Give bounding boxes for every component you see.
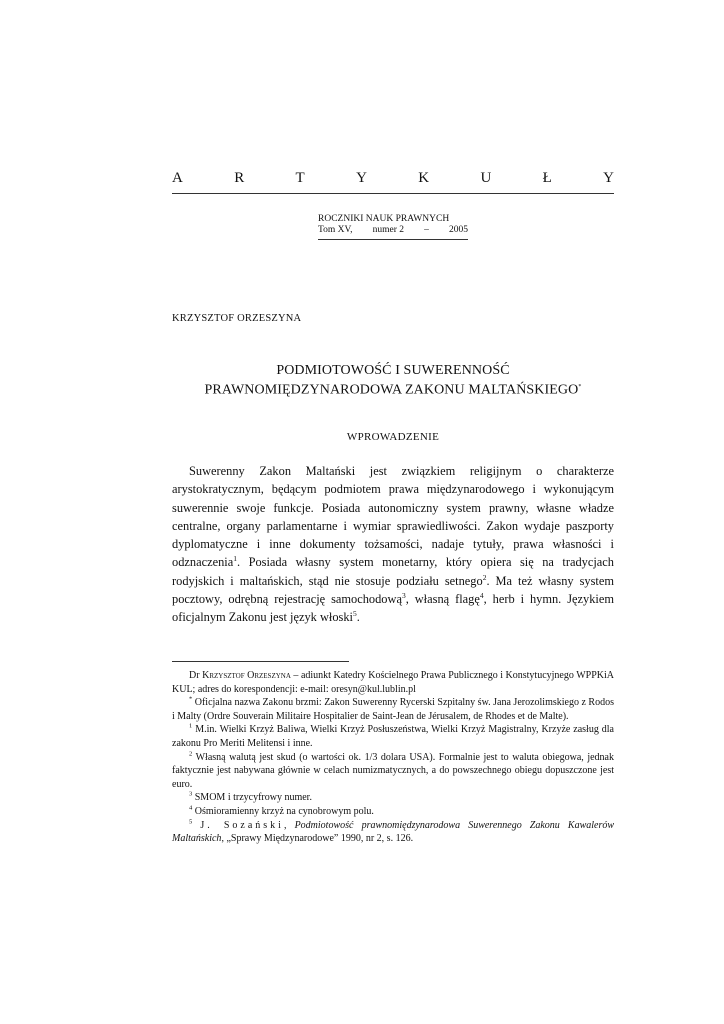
footnote-ref: 2 (482, 572, 487, 582)
title-line-2 (172, 379, 614, 399)
journal-name: ROCZNIKI NAUK PRAWNYCH (318, 214, 450, 224)
footnote-mark: 5 (189, 818, 193, 826)
footnote-star (172, 696, 614, 723)
text-run: Dr (189, 670, 203, 681)
text-run: Suwerenny Zakon Maltański jest związkiem religijnym o charakterze arystokratycznym, będącym podmiotem prawa międzynarodowego i wykonującym suwerennie swoje funkcje. Posiada autonomiczny system prawny, własne władze centralne, organy parlamentarne i wymiar sprawiedliwości. Zakon wydaje paszporty dyplomatyczne i inne dokumenty tożsamości, nadaje tytuły, prawa własności i odznaczenia (172, 464, 614, 570)
footnote-3 (172, 791, 614, 805)
text-run: . Ma też własny system pocztowy, odrębną rejestrację samochodową (172, 573, 615, 607)
journal-volume-row (318, 225, 468, 236)
journal-dash: – (424, 225, 429, 235)
header-letter: T (295, 170, 305, 186)
text-run: . Posiada własny system monetarny, który opiera się na tradycjach rodyjskich i maltańskich, stąd nie stosuje podziału setnego (172, 555, 614, 588)
footnote-2 (172, 751, 614, 792)
footnote-mark: 2 (189, 750, 193, 758)
footnote-ref: 1 (233, 554, 237, 564)
text-run: , (283, 819, 295, 831)
title-line-2-text: PRAWNOMIĘDZYNARODOWA ZAKONU MALTAŃSKIEGO (204, 382, 579, 398)
text-run: , własną flagę (405, 592, 480, 607)
author-name: KRZYSZTOF ORZESZYNA (172, 313, 302, 324)
paragraph (172, 462, 614, 627)
journal-year: 2005 (448, 225, 468, 235)
footnotes (172, 669, 614, 846)
body-text (172, 462, 614, 627)
citation-author: J. Sozański (200, 819, 284, 831)
article-title (172, 362, 614, 399)
title-line-1: PODMIOTOWOŚĆ I SUWERENNOŚĆ (276, 363, 510, 378)
footnote-ref: 5 (353, 609, 357, 619)
text-run: Własną walutą jest skud (o wartości ok. 1/3 dolara USA). Formalnie jest to waluta obiegowa, jednak faktycznie jest nabywana głównie w celach numizmatycznych, a do powszechnego obiegu dopuszczone jest euro. (172, 751, 614, 790)
text-run: M.in. Wielki Krzyż Baliwa, Wielki Krzyż Posłuszeństwa, Wielki Krzyż Magistralny, Krzyże zasług dla zakonu Pro Meriti Melitensi i inne. (172, 724, 614, 749)
journal-rule (318, 239, 468, 240)
footnote-4 (172, 805, 614, 819)
header-rule (172, 193, 614, 194)
journal-volume: Tom XV, (318, 225, 353, 235)
header-letter: U (480, 170, 492, 186)
header-letter: R (234, 170, 245, 186)
text-run: , „Sprawy Międzynarodowe” 1990, nr 2, s. 126. (221, 833, 414, 845)
text-run: Ośmioramienny krzyż na cynobrowym polu. (192, 805, 374, 817)
footnote-5 (172, 819, 614, 846)
footnote-mark: 1 (189, 723, 193, 731)
title-footnote-mark: * (578, 384, 582, 390)
header-letter: Y (603, 170, 614, 186)
footnote-ref: 3 (401, 590, 406, 600)
footnote-author (172, 669, 614, 696)
author-note-name: Krzysztof Orzeszyna (202, 670, 291, 681)
footnote-mark: * (189, 695, 193, 703)
text-run: Oficjalna nazwa Zakonu brzmi: Zakon Suwerenny Rycerski Szpitalny św. Jana Jerozolimskiego z Rodos i Malty (Ordre Souverain Militaire Hospitalier de Saint-Jean de Jérusalem, de Rhodes et de Malte). (172, 697, 614, 722)
text-run: SMOM i trzycyfrowy numer. (192, 792, 312, 804)
header-letter: K (418, 170, 430, 186)
footnote-1 (172, 723, 614, 750)
text-run: – adiunkt Katedry Kościelnego Prawa Publicznego i Konstytucyjnego WPPKiA KUL; adres do korespondencji: e-mail: oresyn@kul.lublin.pl (172, 670, 614, 695)
header-letter: A (172, 170, 183, 186)
header-letter: Y (356, 170, 367, 186)
citation-title: Podmiotowość prawnomiędzynarodowa Suwerennego Zakonu Kawalerów Maltańskich (172, 819, 615, 845)
journal-info (318, 214, 468, 236)
footnote-ref: 4 (479, 590, 484, 600)
text-run: . (356, 610, 360, 625)
journal-number: numer 2 (372, 225, 405, 235)
section-header-letters (172, 170, 614, 187)
section-heading: WPROWADZENIE (346, 431, 440, 443)
header-letter: Ł (542, 170, 552, 186)
footnote-mark: 4 (189, 804, 193, 812)
footnote-rule (172, 661, 349, 662)
footnote-mark: 3 (189, 791, 193, 799)
text-run: , herb i hymn. Językiem oficjalnym Zakonu jest język włoski (172, 592, 614, 625)
